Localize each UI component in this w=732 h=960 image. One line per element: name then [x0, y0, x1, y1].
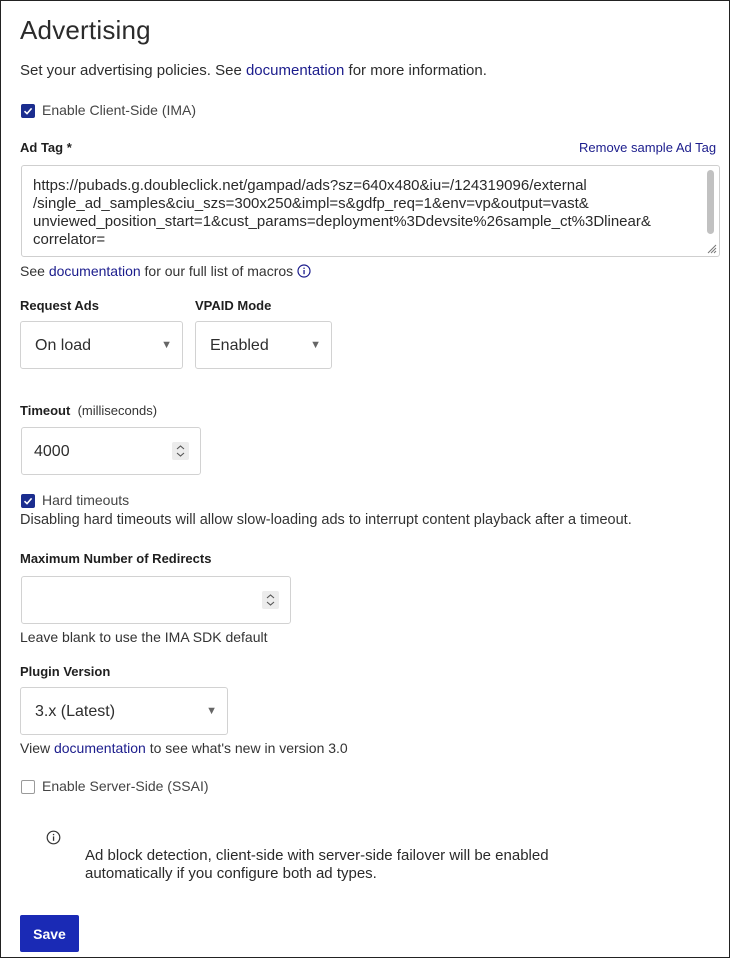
ad-tag-help — [20, 263, 311, 279]
max-redirects-input[interactable] — [21, 576, 291, 624]
stepper-icon — [262, 591, 279, 609]
request-ads-label: Request Ads — [20, 298, 99, 313]
stepper-icon — [172, 442, 189, 460]
timeout-unit: (milliseconds) — [77, 403, 158, 418]
dropdown-arrow-icon: ▼ — [206, 705, 217, 717]
client-side-checkbox[interactable] — [21, 104, 35, 118]
check-icon — [23, 106, 33, 116]
plugin-help-suffix: to see what's new in version 3.0 — [145, 740, 348, 756]
intro-documentation-link[interactable]: documentation — [245, 62, 345, 79]
hard-timeouts-checkbox[interactable] — [21, 494, 35, 508]
ad-tag-label: Ad Tag * — [20, 140, 72, 155]
plugin-version-help — [20, 740, 348, 756]
max-redirects-label: Maximum Number of Redirects — [20, 551, 212, 566]
resize-grip-icon[interactable] — [707, 244, 717, 254]
max-redirects-help: Leave blank to use the IMA SDK default — [20, 629, 268, 645]
vpaid-mode-select[interactable] — [195, 321, 332, 369]
ad-tag-help-suffix: for our full list of macros — [140, 263, 294, 279]
plugin-version-value: 3.x (Latest) — [35, 703, 116, 720]
timeout-value: 4000 — [34, 443, 70, 460]
client-side-label: Enable Client-Side (IMA) — [42, 102, 197, 118]
dropdown-arrow-icon: ▼ — [310, 339, 321, 351]
hard-timeouts-description: Disabling hard timeouts will allow slow-loading ads to interrupt content playback after a timeout. — [20, 512, 632, 528]
max-redirects-stepper[interactable] — [262, 591, 279, 609]
intro-suffix: for more information. — [344, 62, 487, 79]
request-ads-value: On load — [35, 337, 92, 354]
vpaid-mode-value: Enabled — [210, 337, 269, 354]
dropdown-arrow-icon: ▼ — [161, 339, 172, 351]
ad-block-notice: Ad block detection, client-side with server-side failover will be enabled automatically if you configure both ad types. — [85, 847, 549, 882]
save-button[interactable]: Save — [20, 915, 79, 952]
server-side-checkbox[interactable] — [21, 780, 35, 794]
timeout-label-text: Timeout — [20, 403, 71, 418]
intro-prefix: Set your advertising policies. See — [20, 62, 246, 79]
page-title: Advertising — [20, 15, 151, 45]
server-side-label: Enable Server-Side (SSAI) — [42, 778, 209, 794]
plugin-documentation-link[interactable]: documentation — [53, 740, 146, 756]
plugin-version-label: Plugin Version — [20, 664, 111, 679]
hard-timeouts-label: Hard timeouts — [42, 492, 130, 508]
remove-sample-ad-tag-link[interactable]: Remove sample Ad Tag — [579, 140, 717, 155]
timeout-label — [20, 403, 157, 418]
timeout-stepper[interactable] — [172, 442, 189, 460]
ad-tag-help-prefix: See — [20, 263, 49, 279]
timeout-input[interactable] — [21, 427, 201, 475]
info-icon — [46, 830, 61, 845]
plugin-help-prefix: View — [20, 740, 54, 756]
ad-tag-textarea[interactable] — [21, 165, 720, 257]
macros-documentation-link[interactable]: documentation — [48, 263, 141, 279]
intro-text — [20, 62, 487, 79]
plugin-version-select[interactable] — [20, 687, 228, 735]
check-icon — [23, 496, 33, 506]
textarea-scrollbar[interactable] — [707, 170, 714, 234]
info-icon[interactable] — [297, 264, 311, 278]
request-ads-select[interactable] — [20, 321, 183, 369]
ad-tag-value: https://pubads.g.doubleclick.net/gampad/ads?sz=640x480&iu=/124319096/external /single_ad_samples&ciu_szs=300x250&impl=s&gdfp_req=1&env=vp&output=vast& unviewed_position_start=1&cust_params=deployment%3Ddevsite%26sample_ct%3Dlinear& correlator= — [33, 177, 651, 248]
vpaid-mode-label: VPAID Mode — [195, 298, 272, 313]
